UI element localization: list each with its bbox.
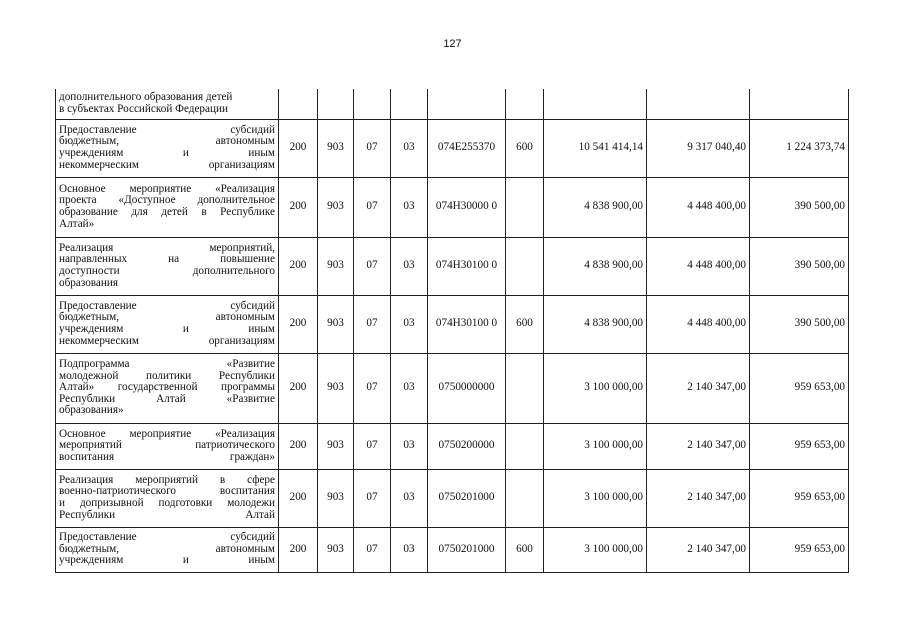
subsection-code-cell: 03 [391,469,428,527]
description-line: учреждениям и иным [59,147,275,159]
amount-regional-cell: 390 500,00 [750,177,849,237]
code-g-cell: 200 [279,295,318,353]
amount-regional-cell: 959 653,00 [750,423,849,469]
description-line: некоммерческим организациям [59,158,275,171]
section-code-cell: 07 [354,237,391,295]
description-line: Алтай» [59,217,95,230]
target-item-code-cell: 074Н30100 0 [428,295,506,353]
subsection-code-cell: 03 [391,527,428,572]
expense-type-code-cell [506,89,544,119]
amount-regional-cell: 959 653,00 [750,353,849,423]
description-cell [56,177,279,237]
description-line: воспитания граждан» [59,450,275,463]
amount-total-cell: 4 838 900,00 [544,177,647,237]
section-code-cell: 07 [354,177,391,237]
target-item-code-cell: 074E255370 [428,119,506,177]
description-line: и допризывной подготовки молодежи [59,497,275,509]
amount-total-cell: 3 100 000,00 [544,423,647,469]
description-cell [56,89,279,119]
description-line: Алтай» государственной программы [59,381,275,394]
ministry-code-cell: 903 [318,119,354,177]
subsection-code-cell: 03 [391,177,428,237]
subsection-code-cell: 03 [391,353,428,423]
amount-total-cell: 4 838 900,00 [544,295,647,353]
table-row [56,237,849,295]
description-line: Республики Алтай «Развитие [59,392,275,405]
target-item-code-cell: 0750000000 [428,353,506,423]
description-line: учреждениям и иным [59,554,275,567]
expense-type-code-cell: 600 [506,119,544,177]
target-item-code-cell: 074Н30000 0 [428,177,506,237]
code-g-cell: 200 [279,527,318,572]
amount-federal-cell: 2 140 347,00 [647,353,750,423]
amount-total-cell: 10 541 414,14 [544,119,647,177]
amount-federal-cell: 4 448 400,00 [647,237,750,295]
code-g-cell: 200 [279,423,318,469]
section-code-cell: 07 [354,295,391,353]
description-cell [56,527,279,572]
amount-total-cell [544,89,647,119]
ministry-code-cell: 903 [318,527,354,572]
amount-total-cell: 3 100 000,00 [544,353,647,423]
section-code-cell: 07 [354,353,391,423]
description-cell [56,295,279,353]
expense-type-code-cell [506,177,544,237]
section-code-cell: 07 [354,119,391,177]
target-item-code-cell: 0750200000 [428,423,506,469]
table-row [56,423,849,469]
description-line: проекта «Доступное дополнительное [59,194,275,207]
description-line: Реализация мероприятий в сфере [59,473,275,486]
subsection-code-cell: 03 [391,295,428,353]
description-line: мероприятий патриотического [59,439,275,452]
expense-type-code-cell: 600 [506,527,544,572]
description-line: Основное мероприятие «Реализация [59,182,275,195]
amount-federal-cell: 2 140 347,00 [647,469,750,527]
description-line: бюджетным, автономным [59,311,275,324]
description-line: образования [59,276,119,289]
description-cell [56,353,279,423]
ministry-code-cell: 903 [318,237,354,295]
description-line: Предоставление субсидий [59,531,275,544]
description-cell [56,237,279,295]
ministry-code-cell [318,89,354,119]
amount-total-cell: 4 838 900,00 [544,237,647,295]
ministry-code-cell: 903 [318,353,354,423]
code-g-cell: 200 [279,469,318,527]
description-line: Предоставление субсидий [59,299,275,312]
code-g-cell: 200 [279,237,318,295]
description-line: Подпрограмма «Развитие [59,358,275,371]
subsection-code-cell: 03 [391,237,428,295]
target-item-code-cell: 0750201000 [428,527,506,572]
expense-type-code-cell [506,469,544,527]
description-line: Основное мероприятие «Реализация [59,427,275,440]
table-row [56,295,849,353]
section-code-cell: 07 [354,469,391,527]
description-line: Реализация мероприятий, [59,241,275,254]
expense-type-code-cell [506,423,544,469]
description-line: учреждениям и иным [59,323,275,335]
amount-federal-cell [647,89,750,119]
description-line: образование для детей в Республике [59,206,275,218]
amount-regional-cell: 390 500,00 [750,237,849,295]
amount-federal-cell: 2 140 347,00 [647,423,750,469]
table-row [56,177,849,237]
amount-regional-cell: 959 653,00 [750,527,849,572]
description-line: образования» [59,404,124,417]
target-item-code-cell: 074Н30100 0 [428,237,506,295]
expense-type-code-cell [506,237,544,295]
budget-table [55,89,849,573]
description-cell [56,469,279,527]
description-line: в субъектах Российской Федерации [59,102,228,115]
amount-regional-cell: 959 653,00 [750,469,849,527]
table-row [56,353,849,423]
target-item-code-cell [428,89,506,119]
amount-federal-cell: 4 448 400,00 [647,295,750,353]
section-code-cell [354,89,391,119]
code-g-cell: 200 [279,177,318,237]
subsection-code-cell: 03 [391,119,428,177]
description-line: некоммерческим организациям [59,334,275,347]
expense-type-code-cell [506,353,544,423]
subsection-code-cell [391,89,428,119]
table-row [56,527,849,572]
description-line: доступности дополнительного [59,265,275,277]
target-item-code-cell: 0750201000 [428,469,506,527]
amount-regional-cell: 1 224 373,74 [750,119,849,177]
description-line: военно-патриотического воспитания [59,485,275,498]
table-row [56,119,849,177]
page-number: 127 [443,38,462,50]
description-line: дополнительного образования детей [59,91,233,104]
code-g-cell [279,89,318,119]
description-line: Республики Алтай [59,508,275,521]
table-row [56,89,849,119]
ministry-code-cell: 903 [318,295,354,353]
description-line: бюджетным, автономным [59,542,275,555]
description-line: бюджетным, автономным [59,135,275,148]
amount-federal-cell: 9 317 040,40 [647,119,750,177]
table-row [56,469,849,527]
description-cell [56,119,279,177]
subsection-code-cell: 03 [391,423,428,469]
description-line: молодежной политики Республики [59,369,275,382]
section-code-cell: 07 [354,423,391,469]
code-g-cell: 200 [279,353,318,423]
amount-total-cell: 3 100 000,00 [544,527,647,572]
amount-regional-cell [750,89,849,119]
description-cell [56,423,279,469]
amount-total-cell: 3 100 000,00 [544,469,647,527]
expense-type-code-cell: 600 [506,295,544,353]
amount-federal-cell: 4 448 400,00 [647,177,750,237]
description-line: Предоставление субсидий [59,123,275,136]
ministry-code-cell: 903 [318,423,354,469]
amount-federal-cell: 2 140 347,00 [647,527,750,572]
amount-regional-cell: 390 500,00 [750,295,849,353]
ministry-code-cell: 903 [318,469,354,527]
code-g-cell: 200 [279,119,318,177]
ministry-code-cell: 903 [318,177,354,237]
description-line: направленных на повышение [59,253,275,266]
section-code-cell: 07 [354,527,391,572]
